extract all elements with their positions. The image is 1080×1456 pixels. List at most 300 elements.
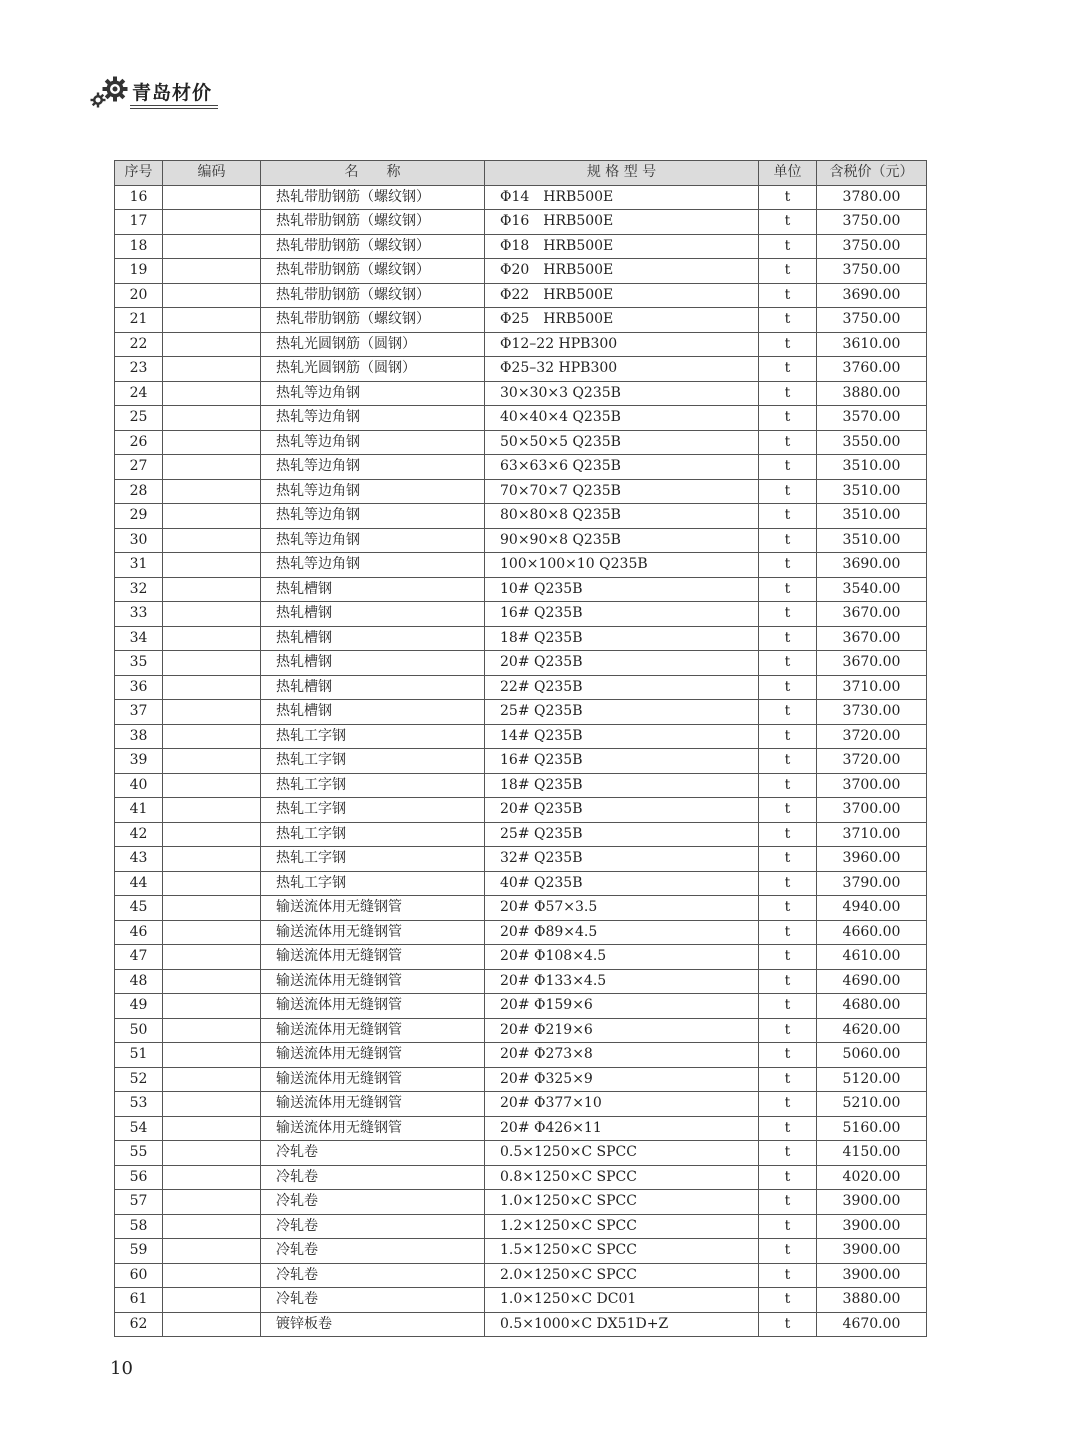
row-serial-number: 33 [115,602,163,627]
row-serial-number: 62 [115,1312,163,1337]
row-unit: t [759,357,817,382]
row-spec: 0.8×1250×C SPCC [485,1165,759,1190]
title-underline [130,105,218,106]
row-price: 3750.00 [817,234,927,259]
row-serial-number: 20 [115,283,163,308]
row-spec: 70×70×7 Q235B [485,479,759,504]
row-spec: 1.0×1250×C SPCC [485,1190,759,1215]
row-name: 热轧槽钢 [261,602,485,627]
row-serial-number: 24 [115,381,163,406]
row-code [163,994,261,1019]
row-serial-number: 36 [115,675,163,700]
row-code [163,504,261,529]
row-name: 冷轧卷 [261,1190,485,1215]
row-unit: t [759,185,817,210]
table-row [115,920,927,945]
row-spec: 90×90×8 Q235B [485,528,759,553]
row-spec: 20# Φ219×6 [485,1018,759,1043]
row-name: 冷轧卷 [261,1214,485,1239]
row-name: 热轧工字钢 [261,773,485,798]
row-price: 3510.00 [817,504,927,529]
row-spec: 30×30×3 Q235B [485,381,759,406]
row-name: 输送流体用无缝钢管 [261,1092,485,1117]
table-row [115,1239,927,1264]
row-unit: t [759,479,817,504]
row-code [163,602,261,627]
table-row [115,528,927,553]
row-unit: t [759,773,817,798]
row-price: 3700.00 [817,773,927,798]
row-unit: t [759,406,817,431]
row-serial-number: 26 [115,430,163,455]
title-underline-second [130,108,218,109]
row-serial-number: 38 [115,724,163,749]
row-spec: Φ22 HRB500E [485,283,759,308]
row-code [163,847,261,872]
row-code [163,724,261,749]
row-price: 4940.00 [817,896,927,921]
row-spec: 0.5×1000×C DX51D+Z [485,1312,759,1337]
row-name: 输送流体用无缝钢管 [261,945,485,970]
row-unit: t [759,822,817,847]
row-price: 4610.00 [817,945,927,970]
row-spec: 100×100×10 Q235B [485,553,759,578]
row-serial-number: 32 [115,577,163,602]
row-price: 3510.00 [817,455,927,480]
row-spec: 20# Φ426×11 [485,1116,759,1141]
row-price: 3670.00 [817,651,927,676]
row-serial-number: 49 [115,994,163,1019]
row-name: 输送流体用无缝钢管 [261,969,485,994]
row-serial-number: 44 [115,871,163,896]
table-row [115,700,927,725]
table-row [115,1043,927,1068]
row-price: 3610.00 [817,332,927,357]
row-spec: 1.5×1250×C SPCC [485,1239,759,1264]
row-unit: t [759,210,817,235]
row-price: 3540.00 [817,577,927,602]
row-name: 热轧带肋钢筋（螺纹钢） [261,185,485,210]
table-body [115,185,927,1337]
row-serial-number: 31 [115,553,163,578]
row-unit: t [759,1067,817,1092]
row-serial-number: 43 [115,847,163,872]
row-code [163,896,261,921]
row-code [163,773,261,798]
row-code [163,1141,261,1166]
table-row [115,798,927,823]
row-unit: t [759,969,817,994]
row-price: 3710.00 [817,675,927,700]
row-spec: 20# Φ89×4.5 [485,920,759,945]
publication-header [90,72,230,116]
row-code [163,234,261,259]
row-code [163,406,261,431]
row-unit: t [759,602,817,627]
table-row [115,1288,927,1313]
small-gear-icon [90,92,106,108]
row-code [163,430,261,455]
table-row [115,1165,927,1190]
row-serial-number: 61 [115,1288,163,1313]
row-name: 输送流体用无缝钢管 [261,1018,485,1043]
table-row [115,259,927,284]
row-name: 输送流体用无缝钢管 [261,896,485,921]
row-name: 热轧工字钢 [261,798,485,823]
row-spec: 1.2×1250×C SPCC [485,1214,759,1239]
row-name: 热轧槽钢 [261,651,485,676]
table-row [115,1067,927,1092]
row-code [163,1214,261,1239]
row-spec: 16# Q235B [485,749,759,774]
row-price: 3900.00 [817,1263,927,1288]
row-serial-number: 16 [115,185,163,210]
row-code [163,1067,261,1092]
table-row [115,1141,927,1166]
row-unit: t [759,381,817,406]
row-spec: 20# Φ108×4.5 [485,945,759,970]
table-row [115,773,927,798]
row-unit: t [759,1043,817,1068]
row-unit: t [759,332,817,357]
table-row [115,430,927,455]
table-row [115,504,927,529]
row-spec: Φ25–32 HPB300 [485,357,759,382]
row-price: 5060.00 [817,1043,927,1068]
row-code [163,283,261,308]
row-serial-number: 50 [115,1018,163,1043]
row-price: 4660.00 [817,920,927,945]
row-spec: 20# Φ377×10 [485,1092,759,1117]
row-price: 3790.00 [817,871,927,896]
table-row [115,381,927,406]
row-price: 3570.00 [817,406,927,431]
row-price: 3720.00 [817,724,927,749]
table-row [115,651,927,676]
row-code [163,1116,261,1141]
row-code [163,945,261,970]
row-price: 5210.00 [817,1092,927,1117]
row-unit: t [759,308,817,333]
row-code [163,308,261,333]
header-name: 名 称 [261,161,485,186]
row-name: 输送流体用无缝钢管 [261,994,485,1019]
row-serial-number: 23 [115,357,163,382]
row-name: 热轧等边角钢 [261,406,485,431]
row-code [163,210,261,235]
row-unit: t [759,553,817,578]
row-price: 3710.00 [817,822,927,847]
row-code [163,749,261,774]
row-serial-number: 34 [115,626,163,651]
row-price: 3900.00 [817,1190,927,1215]
row-price: 3690.00 [817,283,927,308]
row-name: 输送流体用无缝钢管 [261,1067,485,1092]
row-spec: 20# Q235B [485,651,759,676]
row-price: 3880.00 [817,1288,927,1313]
row-price: 3960.00 [817,847,927,872]
table-row [115,308,927,333]
table-row [115,1092,927,1117]
row-name: 冷轧卷 [261,1141,485,1166]
row-name: 热轧工字钢 [261,749,485,774]
price-table [114,160,927,1337]
row-name: 镀锌板卷 [261,1312,485,1337]
table-row [115,479,927,504]
table-row [115,185,927,210]
row-unit: t [759,1141,817,1166]
row-price: 4620.00 [817,1018,927,1043]
table-row [115,1190,927,1215]
table-row [115,822,927,847]
table-row [115,357,927,382]
row-price: 3900.00 [817,1214,927,1239]
table-row [115,602,927,627]
row-price: 3670.00 [817,626,927,651]
row-name: 热轧等边角钢 [261,381,485,406]
row-price: 3700.00 [817,798,927,823]
row-name: 热轧等边角钢 [261,430,485,455]
row-price: 3510.00 [817,479,927,504]
row-name: 热轧槽钢 [261,626,485,651]
row-name: 冷轧卷 [261,1165,485,1190]
row-spec: 25# Q235B [485,822,759,847]
row-price: 3750.00 [817,259,927,284]
row-serial-number: 41 [115,798,163,823]
row-serial-number: 59 [115,1239,163,1264]
row-code [163,357,261,382]
row-name: 输送流体用无缝钢管 [261,1116,485,1141]
publication-title: 青岛材价 [132,82,213,104]
row-unit: t [759,749,817,774]
table-row [115,749,927,774]
row-price: 3730.00 [817,700,927,725]
row-serial-number: 27 [115,455,163,480]
row-code [163,332,261,357]
row-code [163,259,261,284]
row-unit: t [759,1263,817,1288]
table-row [115,577,927,602]
row-serial-number: 54 [115,1116,163,1141]
row-serial-number: 45 [115,896,163,921]
row-name: 热轧等边角钢 [261,479,485,504]
row-price: 4690.00 [817,969,927,994]
table-row [115,1116,927,1141]
header-spec: 规 格 型 号 [485,161,759,186]
table-row [115,1018,927,1043]
row-spec: 2.0×1250×C SPCC [485,1263,759,1288]
row-spec: Φ25 HRB500E [485,308,759,333]
row-code [163,675,261,700]
row-name: 冷轧卷 [261,1288,485,1313]
row-code [163,185,261,210]
row-unit: t [759,920,817,945]
row-name: 冷轧卷 [261,1239,485,1264]
row-code [163,822,261,847]
row-code [163,920,261,945]
row-name: 热轧槽钢 [261,577,485,602]
row-unit: t [759,1018,817,1043]
row-spec: 22# Q235B [485,675,759,700]
row-name: 热轧工字钢 [261,871,485,896]
row-serial-number: 22 [115,332,163,357]
row-serial-number: 52 [115,1067,163,1092]
row-unit: t [759,283,817,308]
row-spec: 20# Φ325×9 [485,1067,759,1092]
table-header-row [115,161,927,186]
row-name: 热轧等边角钢 [261,455,485,480]
row-serial-number: 47 [115,945,163,970]
row-serial-number: 39 [115,749,163,774]
row-name: 热轧工字钢 [261,822,485,847]
row-spec: 80×80×8 Q235B [485,504,759,529]
row-unit: t [759,1116,817,1141]
row-unit: t [759,234,817,259]
row-name: 热轧带肋钢筋（螺纹钢） [261,283,485,308]
row-code [163,381,261,406]
row-spec: Φ12–22 HPB300 [485,332,759,357]
row-unit: t [759,577,817,602]
row-unit: t [759,1190,817,1215]
header-code: 编码 [163,161,261,186]
row-serial-number: 29 [115,504,163,529]
row-code [163,798,261,823]
row-serial-number: 48 [115,969,163,994]
table-row [115,945,927,970]
row-unit: t [759,871,817,896]
row-price: 3690.00 [817,553,927,578]
row-price: 3760.00 [817,357,927,382]
row-unit: t [759,430,817,455]
row-spec: 40×40×4 Q235B [485,406,759,431]
row-serial-number: 53 [115,1092,163,1117]
row-serial-number: 57 [115,1190,163,1215]
row-serial-number: 60 [115,1263,163,1288]
table-row [115,847,927,872]
row-price: 3720.00 [817,749,927,774]
row-serial-number: 28 [115,479,163,504]
table-row [115,969,927,994]
row-unit: t [759,896,817,921]
row-spec: Φ14 HRB500E [485,185,759,210]
row-code [163,1312,261,1337]
table-row [115,283,927,308]
row-serial-number: 42 [115,822,163,847]
row-price: 4670.00 [817,1312,927,1337]
table-row [115,1312,927,1337]
header-serial-number: 序号 [115,161,163,186]
table-row [115,1214,927,1239]
row-serial-number: 35 [115,651,163,676]
row-unit: t [759,651,817,676]
row-serial-number: 18 [115,234,163,259]
row-unit: t [759,1312,817,1337]
row-serial-number: 51 [115,1043,163,1068]
table-row [115,994,927,1019]
row-price: 4680.00 [817,994,927,1019]
table-row [115,626,927,651]
row-code [163,626,261,651]
row-code [163,871,261,896]
table-row [115,675,927,700]
row-price: 3900.00 [817,1239,927,1264]
row-unit: t [759,724,817,749]
row-code [163,651,261,676]
row-code [163,1288,261,1313]
row-name: 热轧等边角钢 [261,504,485,529]
row-code [163,553,261,578]
row-name: 热轧光圆钢筋（圆钢） [261,332,485,357]
row-price: 3510.00 [817,528,927,553]
row-unit: t [759,675,817,700]
row-unit: t [759,259,817,284]
row-spec: 16# Q235B [485,602,759,627]
row-serial-number: 37 [115,700,163,725]
row-price: 5160.00 [817,1116,927,1141]
table-row [115,332,927,357]
row-name: 热轧带肋钢筋（螺纹钢） [261,210,485,235]
row-spec: 32# Q235B [485,847,759,872]
row-spec: 20# Φ159×6 [485,994,759,1019]
row-spec: 1.0×1250×C DC01 [485,1288,759,1313]
row-spec: 40# Q235B [485,871,759,896]
row-serial-number: 21 [115,308,163,333]
row-serial-number: 19 [115,259,163,284]
row-name: 热轧槽钢 [261,700,485,725]
row-name: 热轧带肋钢筋（螺纹钢） [261,234,485,259]
row-name: 热轧工字钢 [261,847,485,872]
table-row [115,455,927,480]
row-spec: 18# Q235B [485,626,759,651]
row-spec: 63×63×6 Q235B [485,455,759,480]
row-spec: 20# Φ273×8 [485,1043,759,1068]
header-price: 含税价（元） [817,161,927,186]
row-spec: 10# Q235B [485,577,759,602]
row-spec: Φ16 HRB500E [485,210,759,235]
row-name: 热轧等边角钢 [261,528,485,553]
table-row [115,1263,927,1288]
row-name: 热轧光圆钢筋（圆钢） [261,357,485,382]
row-spec: 20# Φ57×3.5 [485,896,759,921]
table-row [115,724,927,749]
row-unit: t [759,847,817,872]
table-row [115,871,927,896]
row-price: 3750.00 [817,210,927,235]
row-name: 热轧等边角钢 [261,553,485,578]
row-price: 3880.00 [817,381,927,406]
row-code [163,1018,261,1043]
row-spec: 20# Q235B [485,798,759,823]
row-spec: 18# Q235B [485,773,759,798]
row-serial-number: 55 [115,1141,163,1166]
row-name: 输送流体用无缝钢管 [261,1043,485,1068]
row-unit: t [759,1239,817,1264]
row-code [163,455,261,480]
row-serial-number: 25 [115,406,163,431]
row-serial-number: 17 [115,210,163,235]
row-spec: 50×50×5 Q235B [485,430,759,455]
row-price: 3780.00 [817,185,927,210]
row-unit: t [759,798,817,823]
page-number: 10 [110,1358,133,1379]
row-spec: Φ18 HRB500E [485,234,759,259]
row-code [163,1239,261,1264]
row-serial-number: 30 [115,528,163,553]
table-row [115,553,927,578]
table-row [115,210,927,235]
row-name: 热轧工字钢 [261,724,485,749]
table-row [115,896,927,921]
